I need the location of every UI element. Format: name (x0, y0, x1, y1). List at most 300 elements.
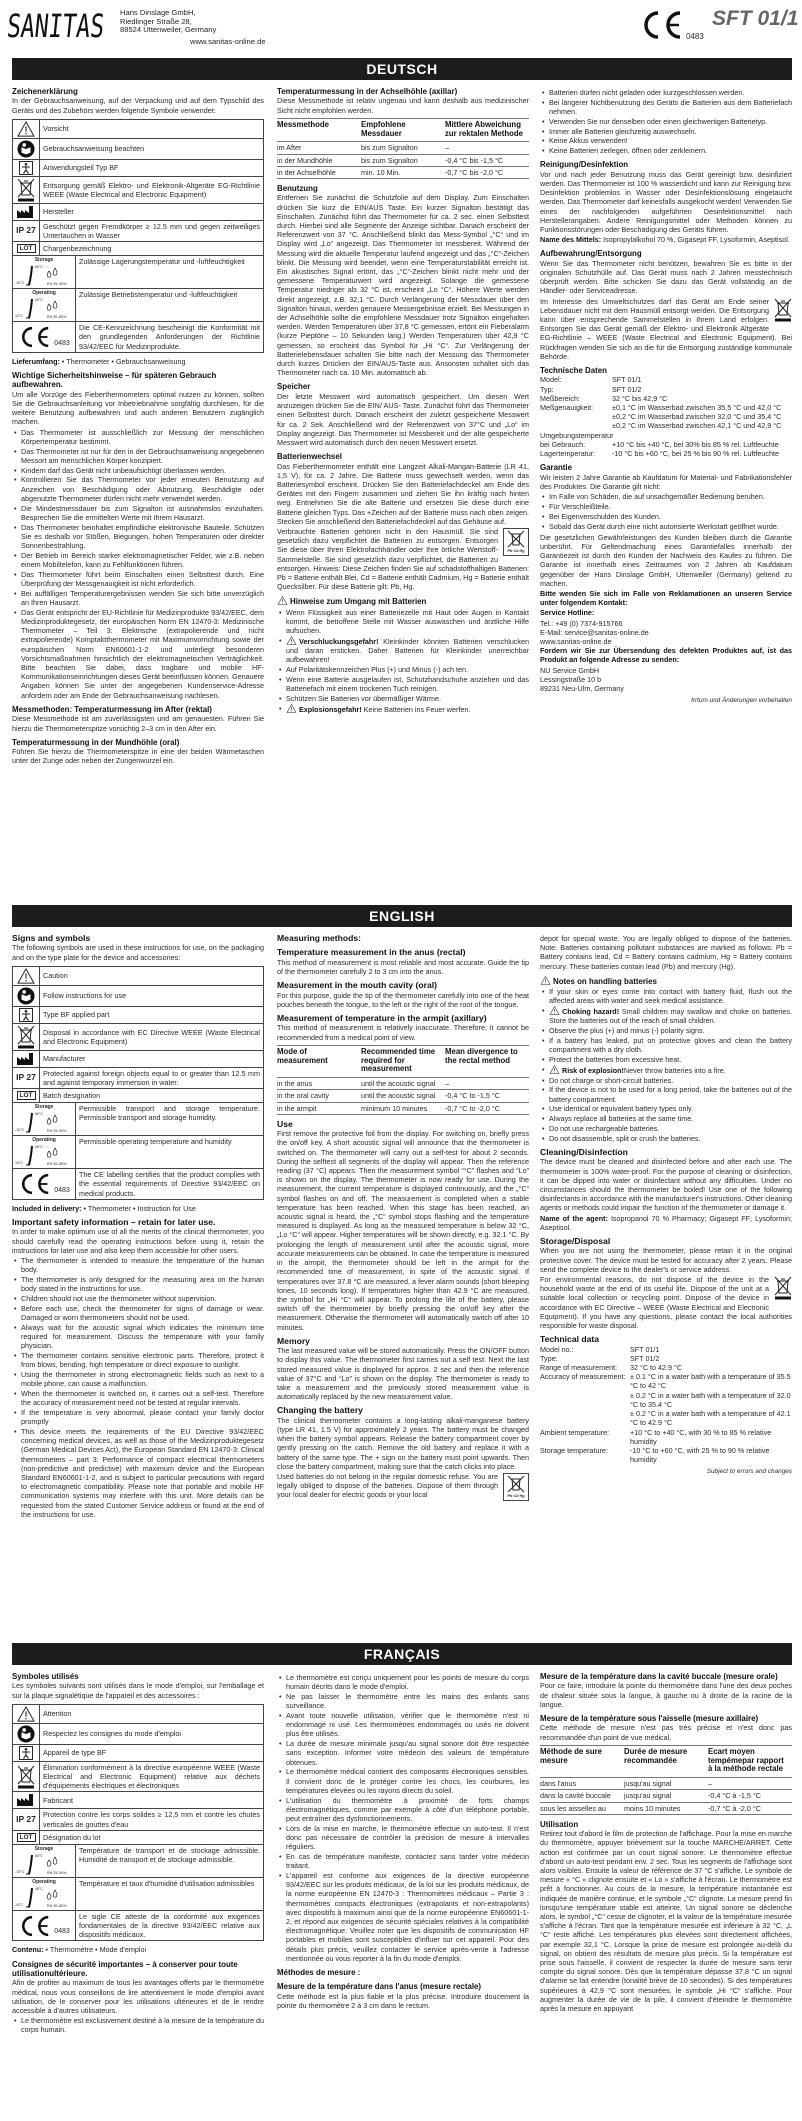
temperature-humidity-icon (15, 296, 73, 320)
symbol-cell (13, 1103, 76, 1135)
symbol-description: Type BF applied part (43, 1010, 110, 1020)
symbol-description: Protection contre les corps solides ≥ 12,5 mm et contre les chutes verticales de gouttes d'eau (43, 1810, 260, 1829)
warning-icon (549, 1006, 560, 1015)
symbol-description: Température et taux d'humidité d'utilisation admissibles (79, 1878, 255, 1888)
column-header: Ecart moyen tempémepar rapport à la méthode rectale (708, 1745, 792, 1777)
paragraph-text: • Thermomètre • Mode d'emploi (43, 1945, 147, 1955)
paragraph (277, 193, 529, 377)
bullet-list (12, 428, 264, 700)
list-item: • L'appareil est conforme aux exigences de la directive européenne 93/42/EEC sur les produits médicaux, de la loi sur les produits médicaux, de la norme européenne EN 12470-3 : Thermomètres médicaux – Partie 3 : thermomètres compacts électroniques (extrapolants et non-extrapolants) avec dispositifs à maximum ainsi que de la norme européenne EN60601-1-2, et répond aux exigences de sécurité spéciales relatives à la compatibilité électromagnétique. Veuillez noter que les dispositifs de communication HF portables et mobiles sont susceptibles d'influer sur cet appareil. Pour des détails plus précis, veuillez contacter le service après-vente à l'adresse mentionnée ou vous reporter à la fin du mode d'emploi. (277, 1871, 529, 1963)
table-cell: -0,4 °C bis -1,5 °C (445, 154, 529, 166)
bullet-list (540, 987, 792, 1143)
list-item: • Before each use, check the thermometer for signs of damage or wear. Damaged or worn thermometers should not be used. (12, 1304, 264, 1322)
paragraph (12, 1978, 264, 2015)
environment-label: Operating (32, 290, 56, 297)
list-item (540, 1065, 792, 1075)
spec-value: ±0,1 °C im Wasserbad zwischen 35,5 °C und 42,0 °C (612, 403, 782, 413)
symbol-cell (13, 120, 40, 138)
symbol-row (13, 1088, 263, 1102)
section-heading: Technische Daten (540, 366, 607, 376)
instructions-icon (17, 1725, 35, 1743)
list-item: • The thermometer is intended to measure the temperature of the human body. (12, 1256, 264, 1274)
paragraph-text: For this purpose, guide the tip of the thermometer carefully into one of the heat pouches beneath the tongue, to the left or the right of the root of the tongue. (277, 990, 529, 1009)
symbol-description: Protected against foreign objects equal to or greater than 12.5 mm and against temporary immersion in water. (43, 1068, 260, 1088)
de-column-2 (277, 87, 529, 716)
spec-value: ± 0.2 °C in a water bath with a temperature of 32.0 °C to 35.4 °C (630, 1390, 791, 1409)
spec-label (540, 1391, 630, 1409)
battery-symbol-label: Pb Cd Hg (507, 1494, 525, 1499)
paragraph (540, 1246, 792, 1274)
spec-value: -10 °C to +60 °C, with 25 % to 90 % relative humidity (630, 1445, 770, 1465)
list-item-text: Kleinkinder könnten Batterien verschlucken und daran ersticken. Daher Batterien für Kleinkinder unerreichbar aufbewahren! (286, 636, 529, 665)
section-heading: Signs and symbols (12, 933, 91, 943)
contact-line: NU Service GmbH (540, 665, 600, 675)
contact-line: Lessingstraße 10 b (540, 674, 602, 684)
list-item: • When the thermometer is switched on, it carries out a self-test. Therefore the accuracy of measurement need not be tested at regular intervals. (12, 1389, 264, 1407)
paragraph-text: Das Fieberthermometer enthält eine Langzeit Alkali-Mangan-Batterie (LR 41, 1,5 V), für ca. 2 Jahre. Die Batterie muss gewechselt werden, wenn das Batteriesymbol erscheint. Drücken Sie den Batteriefachdeckel am Ende des Gerätes mit den Fingern zusammen und ziehen Sie ihn kräftig nach hinten weg. Entnehmen Sie die alte Batterie und ersetzen Sie diese durch eine Batterie gleichen Typs. Das +Zeichen auf der Batterie muss nach oben zeigen. Stecken Sie anschließend den Batteriefachdeckel auf das Gehäuse auf. (277, 461, 529, 526)
list-item: • En cas de température manifeste, contactez sans tarder votre médecin traitant. (277, 1852, 529, 1870)
symbol-description: Hersteller (43, 207, 74, 217)
paragraph-text: Afin de profiter au maximum de tous les avantages offerts par le thermomètre médical, nous vous conseillons de lire attentivement le mode d'emploi avant utilisation, de le conserver pour les utilisations ultérieures et de le rendre accessible à d'autres utilisateurs. (12, 1978, 264, 2016)
caution-icon (17, 121, 35, 137)
symbol-cell (13, 1169, 76, 1199)
paragraph-text: The device must be cleaned and disinfected before and after each use. The thermometer is 100% water-proof. For the purpose of cleaning or disinfection, it can be dipped into water or disinfectant without any difficulties. Under no circumstances should the thermometer be boiled! Use one of the following disinfectants in accordance with the manufacturer's instructions. Other cleaning agents or methods could impair the function of the thermometer or damage it. (540, 1157, 792, 1213)
symbol-cell (13, 160, 40, 176)
manufacturer-icon (16, 205, 36, 219)
spec-value: 32 °C to 42.9 °C (630, 1363, 683, 1373)
bold-paragraph: Fordern wir Sie zur Übersendung des defekten Produktes auf, ist das Produkt an folgende Adresse zu senden: (540, 646, 792, 665)
min-temp-label: 10°C (15, 1161, 24, 1166)
paragraph-text: Im Interesse des Umweltschutzes darf das Gerät am Ende seiner Lebensdauer nicht mit dem Hausmüll entsorgt werden. Die Entsorgung kann über entsprechende Sammelstellen in Ihrem Land erfolgen. Entsorgen Sie das Gerät gemäß der Elektro- und Elektronik Altgeräte EG-Richtlinie – WEEE (Waste Electrical and Electronic Equipment). Bei Rückfragen wenden Sie sich an die für die Entsorgung zuständige kommunale Behörde. (540, 296, 792, 361)
paragraph-text: In order to make optimum use of all the merits of the clinical thermometer, you should carefully read the operating instructions before using it, retain the instructions for later use and also keep them accessible for other users. (12, 1227, 264, 1255)
paragraph (277, 1992, 529, 2010)
symbol-description: Gebrauchsanweisung beachten (43, 144, 145, 154)
environment-label: Storage (34, 257, 54, 264)
paragraph (12, 714, 264, 732)
paragraph (277, 1472, 529, 1500)
symbol-row (13, 1067, 263, 1088)
fr-column-2 (277, 1672, 529, 2011)
humidity-label: RH 30–85% (47, 1903, 67, 1908)
paragraph-text: The last measured value will be stored automatically. Press the ON/OFF button to display this value. The thermometer first carries out a self test. Next the last stored measured value is displayed for approx. 2 sec and then the reference value of 37°C and “Lo” is shown on the display. The thermometer is ready to take a measurement and the previously stored measurement value is automatically replaced by the new measurement value. (277, 1346, 529, 1402)
symbol-cell (13, 1792, 40, 1808)
table-cell: until the acoustic signal (361, 1090, 445, 1102)
paragraph-text: Isopropanol 70 % Pharmacy; Gigasept FF; Lysoformin; Aseptisol. (540, 1213, 792, 1232)
paragraph-text: Der letzte Messwert wird automatisch gespeichert. Um diesen Wert anzuzeigen drücken Sie die EIN/ AUS- Taste. Zunächst führt das Thermometer einen Selbsttest durch. Danach erscheint der zuletzt gespeicherte Messwert für ca. 2 Sek. Anschließend wird der Referenzwert von 37°C und „Lo“ im Display angezeigt. Das Thermometer ist Messbereit und der alte gespeicherte Messwert wird automatisch durch den neuen Messwert ersetzt. (277, 391, 529, 447)
paragraph-text: Cette méthode de mesure n'est pas très précise et n'est donc pas recommandée d'un point de vue médical. (540, 1723, 792, 1742)
disclaimer-note: Irrtum und Änderungen vorbehalten (691, 697, 792, 705)
contact-line: E-Mail: service@sanitas-online.de (540, 627, 649, 637)
paragraph-label: Lieferumfang: (12, 356, 60, 366)
symbol-description: Geschützt gegen Fremdkörper ≥ 12.5 mm und gegen zeitweiliges Untertauchen in Wasser (43, 221, 260, 241)
temperature-humidity-icon (15, 1852, 73, 1876)
spec-label: Accuracy of measurement: (540, 1372, 626, 1382)
spec-value: ±0,2 °C im Wasserbad zwischen 42,1 °C und 42,9 °C (612, 421, 782, 431)
symbol-row (13, 255, 263, 288)
ce-mark-icon (18, 1915, 70, 1937)
paragraph-label: Contenu: (12, 1945, 44, 1955)
ip-rating-icon: IP 27 (16, 1072, 36, 1083)
spec-value: +10 °C bis +40 °C, bei 30% bis 85 % rel. Luftfeuchte (612, 439, 779, 449)
paragraph-text: Used batteries do not belong in the regular domestic refuse. You are legally obliged to dispose of the batteries. Dispose of them through your local dealer for electric goods or your local (277, 1471, 498, 1500)
symbol-row (13, 1791, 263, 1808)
list-item: • Protect the batteries from excessive heat. (540, 1055, 792, 1064)
section-heading: Benutzung (277, 184, 318, 194)
lot-icon: LOT (17, 1091, 36, 1100)
model-number: SFT 01/1 (712, 7, 799, 30)
column-header: Méthode de sure mesure (540, 1745, 624, 1777)
list-item: • Die Mindestmessdauer bis zum Signalton ist ausnahmslos einzuhalten. Besprechen Sie die ermittelten Werte mit Ihrem Hausarzt. (12, 504, 264, 522)
lot-icon: LOT (17, 244, 36, 253)
spec-value: SFT 01/1 (612, 375, 642, 385)
symbol-cell (13, 256, 76, 288)
symbols-table (12, 966, 264, 1200)
paragraph-text: Entfernen Sie zunächst die Schutzfolie auf dem Display. Zum Einschalten drücken Sie kurz die EIN/AUS Taste. Ein kurzer Signalton bestätigt das Einschalten. Zunächst führt das Thermometer für ca. 2 sec. einen Selbsttest durch. Hierbei sind alle Segmente der Anzeige sichtbar. Danach erscheint der Referenzwert von 37 °C. Anschließend blinkt das Mess-Symbol „°C“ und im Display wird „Lo“ angezeigt. Das Thermometer ist messbereit. Während der Messung wird die aktuelle Temperatur laufend angezeigt und das „°C“-Zeichen blinkt. Die Messung wird beendet, wenn eine Temperaturstabilität erreicht ist. Ein akustisches Signal ertönt, das „°C“-Zeichen blinkt nicht mehr und der gemessene Temperaturwert wird angezeigt. Solange die gemessene Temperatur niedriger als 32 °C ist, erscheint „Lo °C“. Höhere Werte werden direkt angezeigt, z.B. 32,1 °C. Durch Verlängerung der Messdauer über den Signalton hinaus, werden genauere Messergebnisse erzielt. Bei Messungen in der Achselhöhle sollte die empfohlene Messdauer trotz Signalton eingehalten werden. Werden Temperaturen über 37,8 °C gemessen, ertönt ein Fieberalarm (kurze Pieptöne – 10 Sekunden lang.) Werden Temperaturen über 42,9 °C gemessen, so erscheint das Symbol für „Hi °C“. Zur Verlängerung der Batterielebensdauer schalten Sie bitte nach der Messung das Thermometer durch kurzes Drücken der EIN/AUS-Taste aus. Ansonsten schaltet sich das Thermometer nach ca. 10 Min. automatisch ab. (277, 193, 529, 378)
list-item-text: Small children may swallow and choke on batteries. Store the batteries out of the reach of small children. (549, 1007, 792, 1026)
spec-value: -10 °C bis +60 °C, bei 25 % bis 90 % rel. Luftfeuchte (612, 449, 779, 459)
list-item: • The thermometer is only designed for the measuring area on the human body stated in the instructions for use. (12, 1275, 264, 1293)
min-temp-label: 10°C (15, 314, 24, 319)
symbol-description: Chargenbezeichnung (43, 244, 112, 254)
symbol-description: Zulässige Betriebstemperatur und -luftfeuchtigkeit (79, 290, 238, 300)
paragraph-text: depot for special waste. You are legally obliged to dispose of the batteries. Note: Batteries containing pollutant substances are marked as follows: Pb = Battery contains lead, Cd = Battery contains cadmium, Hg = Battery contains mercury. These batteries contain lead (Pb) and mercury (Hg). (540, 934, 792, 971)
max-temp-label: 40°C (35, 298, 44, 303)
paragraph-text: Wenn Sie das Thermometer nicht benützen, bewahren Sie es bitte in der originalen Schutzhülle auf. Das Gerät muss nach 2 Jahren messtechnisch überprüft werden. Bitte schicken Sie dazu das Gerät vollständig an die Händler- oder Serviceadresse. (540, 258, 792, 296)
paragraph-label: Included in delivery: (12, 1203, 82, 1213)
symbols-table (12, 119, 264, 353)
fr-column-1 (12, 1672, 264, 2037)
list-item: • Le thermomètre médical contient des composants électroniques sensibles. Il convient donc de le protéger contre les chocs, les courbures, les températures élevées ou les rayons directs du soleil. (277, 1767, 529, 1795)
symbol-description: Attention (43, 1709, 72, 1719)
symbol-description: Élimination conformément à la directive européenne WEEE (Waste Electrical and Electronic Equipment) relative aux déchets d'équipements électriques et électroniques (43, 1762, 260, 1791)
paragraph (540, 1829, 792, 2013)
symbol-description: Le sigle CE atteste de la conformité aux exigences fondamentales de la directive 93/42/EEC relative aux dispositifs médicaux. (79, 1911, 260, 1940)
symbol-description: Vorsicht (43, 124, 69, 134)
table-cell: in the armpit (277, 1102, 361, 1114)
battery-disposal-icon (503, 1473, 529, 1501)
spec-label: Type: (540, 1353, 558, 1363)
paragraph (12, 943, 264, 961)
max-temp-label: 40°C (35, 1886, 44, 1891)
list-item: • Das Thermometer führt beim Einschalten einen Selbsttest durch. Eine Überprüfung der Messgenauigkeit ist nicht erforderlich. (12, 570, 264, 588)
bold-paragraph: Bitte wenden Sie sich im Falle von Reklamationen an unseren Service unter folgendem Kontakt: (540, 588, 792, 608)
section-heading: Measurement in the mouth cavity (oral) (277, 980, 437, 991)
table-cell: in the oral cavity (277, 1090, 361, 1102)
list-item: • Use identical or equivalent battery types only. (540, 1104, 792, 1113)
labeled-paragraph (12, 1945, 264, 1954)
weee-disposal-icon (774, 1276, 792, 1302)
environment-label: Storage (34, 1104, 54, 1111)
list-item: • Do not use rechargeable batteries. (540, 1124, 792, 1133)
section-heading: Speicher (277, 382, 311, 392)
symbol-row (13, 1102, 263, 1135)
table-cell: – (708, 1778, 792, 1790)
table-cell: -0,7 °C to -2,0 °C (445, 1102, 529, 1114)
symbol-cell (13, 986, 40, 1006)
section-heading: Cleaning/Disinfection (540, 1147, 628, 1157)
manufacturer-address (120, 9, 216, 35)
type-bf-icon (19, 1008, 33, 1022)
symbols-table (12, 1704, 264, 1942)
symbol-cell (13, 204, 40, 220)
type-bf-icon (19, 161, 33, 175)
table-cell: -0,7 °C bis -2,0 °C (445, 166, 529, 178)
ce-mark-icon (18, 1173, 70, 1195)
symbol-description: Permissible transport and storage temperature. Permissible transport and storage humidity. (79, 1104, 260, 1123)
address-line: 88524 Uttenweiler, Germany (120, 25, 217, 35)
contact-line: www.sanitas-online.de (540, 636, 612, 646)
column-header: Mittlere Abweichung zur rektalen Methode (445, 118, 529, 142)
spec-row (540, 1428, 792, 1446)
paragraph (277, 1346, 529, 1401)
list-item: • Schützen Sie Batterien vor übermäßiger Wärme. (277, 694, 529, 703)
list-item (540, 1006, 792, 1025)
symbol-cell (13, 139, 40, 159)
warning-label: Explosionsgefahr! (299, 704, 362, 714)
paragraph (540, 170, 792, 234)
list-item: • Das Thermometer beinhaltet empfindliche elektronische Bauteile. Schützen Sie es deshalb vor Stößen, Biegungen, hohen Temperaturen oder direkter Sonnenbestrahlung. (12, 523, 264, 551)
list-item: • Observe the plus (+) and minus (-) polarity signs. (540, 1026, 792, 1035)
table-cell: dans l'anus (540, 1778, 624, 1790)
table-cell: until the acoustic signal (361, 1078, 445, 1090)
symbol-cell (13, 1705, 40, 1723)
table-header-row (540, 1745, 792, 1777)
section-heading: Temperaturmessung in der Mundhöhle (oral) (12, 737, 180, 747)
table-cell: -0,4 °C à -1,5 °C (708, 1790, 792, 1802)
symbol-cell (13, 177, 40, 203)
symbol-cell (13, 1068, 40, 1088)
spec-value: ± 0.2 °C in a water bath with a temperature of 42.1 °C to 42.9 °C (630, 1409, 791, 1428)
spec-label: Lagertemperatur: (540, 449, 596, 459)
table-cell: in the anus (277, 1078, 361, 1090)
symbol-row (13, 1006, 263, 1023)
symbol-cell (13, 1051, 40, 1067)
labeled-paragraph (540, 1214, 792, 1232)
de-column-3 (540, 87, 792, 705)
section-bar-deutsch: DEUTSCH (12, 58, 792, 80)
table-row (277, 166, 529, 178)
table-cell: in der Mundhöhle (277, 154, 361, 166)
symbol-cell (13, 1762, 40, 1792)
section-heading: Utilisation (540, 1819, 579, 1829)
bullet-list (540, 492, 792, 531)
section-heading: Symboles utilisés (12, 1672, 79, 1681)
table-cell: im After (277, 142, 361, 154)
symbol-row (13, 176, 263, 203)
bold-paragraph: Service Hotline: (540, 608, 595, 618)
symbol-row (13, 220, 263, 241)
paragraph-text: Wir leisten 2 Jahre Garantie ab Kaufdatum für Material- und Fabrikationsfehler des Produktes. Die Garantie gilt nicht: (540, 472, 792, 491)
weee-bin-icon (17, 1765, 35, 1789)
table-cell: jusqu'au signal (624, 1790, 708, 1802)
spec-label: Meßbereich: (540, 393, 580, 403)
min-temp-label: 10°C (15, 1902, 24, 1907)
symbol-description: Température de transport et de stockage admissible. Humidité de transport et de stockage admissible. (79, 1845, 260, 1865)
battery-symbol-label: Pb Cd Hg (507, 549, 525, 554)
paragraph-text: • Thermometer • Gebrauchsanweisung (59, 356, 186, 366)
symbol-row (13, 321, 263, 352)
table-cell: dans la cavité buccale (540, 1790, 624, 1802)
bullet-list (277, 608, 529, 714)
section-heading: Temperature measurement in the anus (rectal) (277, 947, 466, 958)
spec-value: SFT 01/2 (612, 384, 642, 394)
column-header: Empfohlene Messdauer (361, 118, 445, 142)
symbol-description: Appareil de type BF (43, 1748, 107, 1758)
en-column-3 (540, 934, 792, 1477)
en-column-2 (277, 934, 529, 1503)
spec-row (540, 394, 792, 403)
bullet-list (12, 1256, 264, 1519)
section-heading: Mesure de la température dans l'anus (mesure rectale) (277, 1982, 482, 1992)
caution-icon (17, 968, 35, 984)
spec-row (540, 403, 792, 412)
paragraph-text: Vor und nach jeder Benutzung muss das Gerät gereinigt bzw. desinfiziert werden. Das Thermometer ist 100 % wasserdicht und kann zur Reinigung bzw. Desinfektion problemlos in Wasser oder Desinfektionslösung eingetaucht werden. Das Thermometer darf keinesfalls ausgekocht werden! Verwenden Sie eines der nachfolgenden aufgeführten Desinfektionsmittel nach Herstellerangaben. Andere Reinigungsmittel oder Methoden können zu Funktionsstörungen oder Beschädigung des Geräts führen. (540, 169, 792, 235)
spec-label (540, 412, 612, 421)
list-item: • Always replace all batteries at the same time. (540, 1114, 792, 1123)
symbol-cell (13, 1724, 40, 1744)
weee-disposal-icon (774, 298, 792, 324)
column-header: Mean divergence to the rectal method (445, 1045, 529, 1077)
spec-label: Meßgenauigkeit: (540, 403, 594, 413)
section-heading: Aufbewahrung/Entsorgung (540, 249, 642, 259)
table-row (540, 1802, 792, 1814)
section-heading: Méthodes de mesure : (277, 1968, 361, 1978)
symbol-description: Fabricant (43, 1795, 73, 1805)
symbol-cell (13, 1911, 76, 1941)
paragraph-text: The following symbols are used in these instructions for use, on the packaging and on the type plate for the device and accessories: (12, 943, 264, 962)
weee-bin-icon (17, 178, 35, 202)
paragraph (540, 1275, 792, 1330)
instructions-icon (17, 987, 35, 1005)
manufacturer-icon (16, 1793, 36, 1807)
symbol-cell (13, 322, 76, 352)
section-heading: Important safety information – retain for later use. (12, 1217, 216, 1228)
symbol-row (13, 1023, 263, 1050)
ce-number: 0483 (686, 32, 704, 41)
humidity-label: RH 25–90% (47, 1870, 67, 1875)
table-header-row (277, 1045, 529, 1077)
list-item: • The thermometer contains sensitive electronic parts. Therefore, protect it from blows, bending, high temperature or direct exposure to sunlight. (12, 1351, 264, 1369)
section-heading: Zeichenerklärung (12, 87, 78, 96)
paragraph (277, 392, 529, 447)
symbol-description: Caution (43, 971, 68, 981)
labeled-paragraph (540, 235, 792, 244)
paragraph-text: This method of measurement is most reliable and most accurate. Guide the tip of the thermometer carefully 2 to 3 cm into the anus. (277, 957, 529, 977)
symbol-row (13, 1744, 263, 1761)
section-heading: Batterienwechsel (277, 452, 342, 462)
section-heading: Measurement of temperature in the armpit (axillary) (277, 1013, 487, 1024)
ip-rating-icon: IP 27 (16, 225, 36, 236)
section-heading: Temperaturmessung in der Achselhöhle (axillar) (277, 87, 458, 96)
environment-label: Operating (32, 1878, 56, 1885)
symbol-description: Batch designation (43, 1091, 101, 1101)
temperature-humidity-icon (15, 263, 73, 287)
measurement-methods-table (277, 1045, 529, 1115)
list-item: • L'utilisation du thermomètre à proximité de forts champs électromagnétiques, comme par exemple à côté d'un téléphone portable, peut entraîner des dysfonctionnements. (277, 1796, 529, 1824)
symbol-row (13, 241, 263, 255)
section-heading: Measuring methods: (277, 933, 362, 943)
list-item: • Children should not use the thermometer without supervision. (12, 1294, 264, 1303)
humidity-label: RH 30–85% (47, 1162, 67, 1167)
symbol-cell (13, 1878, 76, 1910)
symbol-row (13, 1723, 263, 1744)
paragraph (277, 96, 529, 114)
list-item: • Bei längerer Nichtbenutzung des Geräts die Batterien aus dem Batteriefach nehmen. (540, 98, 792, 116)
symbol-description: Follow instructions for use (43, 991, 127, 1001)
list-item: • If your skin or eyes come into contact with battery fluid, flush out the affected areas with water and seek medical assistance. (540, 987, 792, 1005)
list-item: • Do not charge or short-circuit batteries. (540, 1076, 792, 1085)
symbol-row (13, 1761, 263, 1792)
list-item: • Do not disassemble, split or crush the batteries. (540, 1134, 792, 1143)
symbol-description: Entsorgung gemäß Elektro- und Elektronik-Altgeräte EG-Richtlinie WEEE (Waste Electrical and Electronic Equipment) (43, 180, 260, 199)
spec-label: Range of measurement: (540, 1363, 618, 1373)
symbol-description: Die CE-Kennzeichnung bescheinigt die Konformität mit den grundlegenden Anforderungen der Richtlinie 93/42/EEC für Medizinprodukte. (79, 323, 260, 351)
symbol-row (13, 288, 263, 321)
spec-label: Typ: (540, 384, 554, 394)
ce-mark-icon (640, 10, 686, 40)
paragraph (277, 958, 529, 976)
section-heading: Memory (277, 1335, 310, 1346)
symbol-row (13, 1135, 263, 1168)
website-link[interactable]: www.sanitas-online.de (190, 37, 266, 46)
section-heading: Technical data (540, 1334, 600, 1345)
spec-row (540, 1345, 792, 1354)
warning-label: Verschluckungsgefahr! (299, 636, 379, 646)
instructions-icon (17, 140, 35, 158)
environment-label: Storage (34, 1845, 54, 1852)
spec-value: ±0,2 °C im Wasserbad zwischen 32,0 °C und 35,4 °C (612, 412, 782, 422)
table-row (277, 1078, 529, 1090)
warning-heading (277, 596, 529, 606)
symbol-cell (13, 289, 76, 321)
list-item: • Das Thermometer ist nur für den in der Gebrauchsanweisung angegebenen Messort am menschlichen Körper konzipiert. (12, 447, 264, 465)
symbol-row (13, 120, 263, 138)
list-item: • Ne pas laisser le thermomètre entre les mains des enfants sans surveillance. (277, 1692, 529, 1710)
paragraph-text: Verbrauchte Batterien gehören nicht in den Hausmüll. Sie sind gesetzlich dazu verpflichtet die Batterien zu entsorgen. Entsorgen Sie diese über Ihren Elektrofachhändler oder Ihre örtliche Wertstoff-Sammelstelle. Sie sind gesetzlich dazu verpflichtet, die Batterien zu entsorgen. Hinweis: Diese Zeichen finden Sie auf schadstoffhaltigen Batterien: Pb = Batterie enthält Blei, Cd = Batterie enthält Cadmium, Hg = Batterie enthält Quecksilber. Für diese Batterie gilt: Pb, Hg. (277, 526, 529, 592)
symbol-cell (13, 967, 40, 985)
humidity-label: RH 25–90% (47, 1129, 67, 1134)
paragraph-text: Cette méthode est la plus fiable et la plus précise. Introduire doucement la pointe du thermomètre 2 à 3 cm dans le rectum. (277, 1991, 529, 2011)
spec-label: Ambient temperature: (540, 1427, 610, 1437)
warning-label: Choking hazard! (562, 1007, 620, 1017)
symbol-description: Manufacturer (43, 1054, 86, 1064)
section-bar-francais: FRANÇAIS (12, 1643, 792, 1665)
warning-icon (286, 636, 297, 645)
table-row (277, 142, 529, 154)
paragraph (277, 462, 529, 526)
list-item: • La durée de mesure minimale jusqu'au signal sonore doit être respectée sans exception. Informer votre médecin des valeurs de température obtenues. (277, 1739, 529, 1767)
symbol-row (13, 1844, 263, 1877)
labeled-paragraph (12, 357, 264, 366)
paragraph-text: Diese Messmethode ist relativ ungenau und kann deshalb aus medizinischer Sicht nicht empfohlen werden. (277, 96, 529, 115)
list-item: • Using the thermometer in strong electromagnetic fields such as next to a mobile phone, can cause a malfunction. (12, 1370, 264, 1388)
list-item: • Verwenden Sie nur denselben oder einen gleichwertigen Batterietyp. (540, 117, 792, 126)
paragraph (12, 1681, 264, 1699)
max-temp-label: 60°C (35, 1112, 44, 1117)
type-bf-icon (19, 1746, 33, 1760)
paragraph-label: Name of the agent: (540, 1213, 611, 1223)
symbol-description: Anwendungsteil Typ BF (43, 163, 119, 173)
paragraph-text: Um alle Vorzüge des Fieberthermometers optimal nutzen zu können, sollten Sie die Gebrauchsanleitung vor Inbetriebnahme sorgfältig durchlesen, für die weitere Benutzung aufbewahren und auch anderen Benutzern zugänglich machen. (12, 389, 264, 427)
paragraph (540, 297, 792, 361)
ce-number: 0483 (54, 1186, 70, 1194)
address-line: Riedlinger Straße 28, (120, 16, 192, 26)
warning-icon (286, 704, 297, 713)
symbol-row (13, 1050, 263, 1067)
spec-row (540, 449, 792, 458)
symbol-description: Disposal in accordance with EC Directive WEEE (Waste Electrical and Electronic Equipment) (43, 1027, 260, 1046)
symbol-row (13, 1910, 263, 1941)
